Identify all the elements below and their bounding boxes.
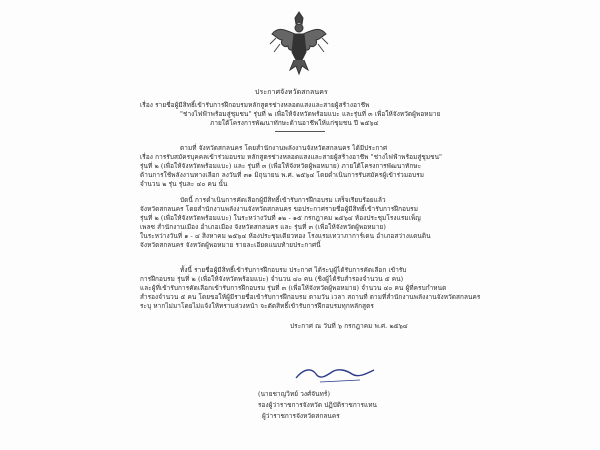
paragraph-3-line-3: และผู้ที่เข้ารับการคัดเลือกเข้ารับการฝึกอบรม รุ่นที่ ๓ (เพื่อให้จังหวัดผู้พอหมาย) จำนวน ๔๐ คน ผู้ที่ครบกำหนด bbox=[140, 284, 447, 292]
subject-line-3: ภายใต้โครงการพัฒนาทักษะด้านอาชีพให้แก่ชุมชน ปี ๒๕๖๔ bbox=[210, 119, 379, 127]
subject-line-1 bbox=[140, 101, 369, 109]
paragraph-2-line-5: ในระหว่างวันที่ ๑ - ๔ สิงหาคม ๒๕๖๔ ห้องประชุมเดียวทอง โรงแรมเทวาภาการ์เดน อำเภอสว่างแดนดิน bbox=[140, 232, 431, 240]
paragraph-2-line-2: จังหวัดสกลนคร โดยสำนักงานพลังงานจังหวัดสกลนคร ขอประกาศรายชื่อผู้มีสิทธิ์เข้ารับการฝึกอบรม bbox=[140, 205, 419, 213]
paragraph-2-line-1: บัดนี้ การดำเนินการคัดเลือกผู้มีสิทธิ์เข้ารับการฝึกอบรม เสร็จเรียบร้อยแล้ว bbox=[180, 196, 386, 204]
signer-name: (นายชาญวิทย์ วงศ์จันทร์) bbox=[258, 390, 331, 398]
signer-position-1: รองผู้ว่าราชการจังหวัด ปฏิบัติราชการแทน bbox=[258, 401, 378, 409]
document-title: ประกาศจังหวัดสกลนคร bbox=[255, 88, 328, 96]
subject-text-1: รายชื่อผู้มีสิทธิ์เข้ารับการฝึกอบรมหลักสูตรช่างหลอดแสงและสายผู้สร้างอาชีพ bbox=[155, 101, 370, 109]
divider bbox=[275, 131, 325, 132]
paragraph-1-line-2: เรื่อง การรับสมัครบุคคลเข้าร่วมอบรม หลักสูตรช่างหลอดแสงและสายผู้สร้างอาชีพ "ช่างไฟฟ้าพร้อมสู่ชุมชน" bbox=[140, 153, 443, 161]
paragraph-1-line-3: รุ่นที่ ๒ (เพื่อให้จังหวัดพร้อมแบะ) และ รุ่นที่ ๓ (เพื่อให้จังหวัดผู้พอหมาย) ภายใต้โครงการพัฒนาทักษะ bbox=[140, 162, 422, 170]
subject-label: เรื่อง bbox=[140, 101, 153, 109]
garuda-emblem-icon bbox=[268, 8, 330, 78]
paragraph-3-line-5: ระบุ หากไม่มาโดยไม่แจ้งให้ทราบล่วงหน้า จะตัดสิทธิ์เข้ารับการฝึกอบรมทุกหลักสูตร bbox=[140, 302, 374, 310]
paragraph-3-line-1: ทั้งนี้ รายชื่อผู้มีสิทธิ์เข้ารับการฝึกอบรม ประกาศ ได้ระบุผู้ได้รับการคัดเลือก เข้ารับ bbox=[180, 266, 407, 274]
paragraph-2-line-4: เพลซ สำนักงานเมือง อำเภอเมือง จังหวัดสกลนคร และ รุ่นที่ ๓ (เพื่อให้จังหวัดผู้พอหมาย) bbox=[140, 223, 386, 231]
paragraph-1-line-4: ด้านการใช้พลังงานทางเลือก ลงวันที่ ๓๑ มิถุนายน พ.ศ. ๒๕๖๔ โดยดำเนินการรับสมัครผู้เข้าร่วมอบรม bbox=[140, 171, 425, 179]
paragraph-3-line-4: สำรองจำนวน ๕ คน โดยขอให้ผู้มีรายชื่อเข้ารับการฝึกอบรม ตามวัน เวลา สถานที่ ตามที่สำนักงานพลังงานจังหวัดสกลนคร bbox=[140, 293, 481, 301]
paragraph-1-line-1: ตามที่ จังหวัดสกลนคร โดยสำนักงานพลังงานจังหวัดสกลนคร ได้มีประกาศ bbox=[180, 144, 388, 152]
paragraph-2-line-6: จังหวัดสกลนคร จังหวัดผู้พอหมาย รายละเอียดแนบท้ายประกาศนี้ bbox=[140, 241, 321, 249]
paragraph-3-line-2: การฝึกอบรม รุ่นที่ ๒ (เพื่อให้จังหวัดพร้อมแบะ) จำนวน ๔๐ คน (ชิงผู้ได้รับสำรองจำนวน ๕ คน) bbox=[140, 275, 404, 283]
signature-icon bbox=[290, 362, 380, 386]
paragraph-1-line-5: จำนวน ๒ รุ่น รุ่นละ ๔๐ คน นั้น bbox=[140, 180, 228, 188]
signer-position-2: ผู้ว่าราชการจังหวัดสกลนคร bbox=[262, 412, 340, 420]
paragraph-2-line-3: รุ่นที่ ๒ (เพื่อให้จังหวัดพร้อมแบะ) ในระหว่างวันที่ ๑๒ - ๑๕ กรกฎาคม ๒๕๖๔ ห้องประชุมโรงแรมเพ็ญ bbox=[140, 214, 421, 222]
subject-line-2: "ช่างไฟฟ้าพร้อมสู่ชุมชน" รุ่นที่ ๒ เพื่อให้จังหวัดพร้อมแบะ และรุ่นที่ ๓ เพื่อให้จังหวัดผู้พอหมาย bbox=[180, 110, 441, 118]
announcement-date: ประกาศ ณ วันที่ ๖ กรกฎาคม พ.ศ. ๒๕๖๔ bbox=[290, 322, 408, 330]
